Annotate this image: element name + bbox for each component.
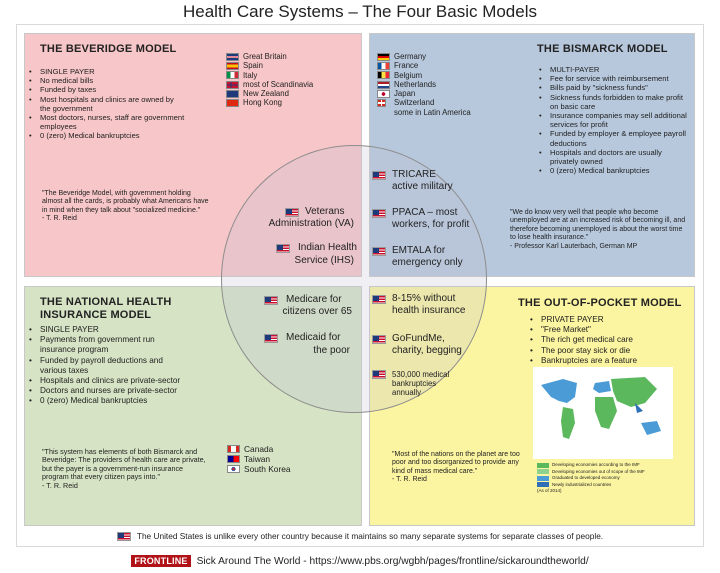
list-item: • Funded by taxes [26, 85, 186, 94]
canada-flag-icon [227, 445, 240, 453]
ihs-item: Indian Health [276, 242, 357, 254]
country-label: Taiwan [244, 454, 271, 464]
us-flag-icon [372, 295, 386, 304]
page-title: Health Care Systems – The Four Basic Models [183, 2, 537, 21]
list-item: • 0 (zero) Medical bankruptcies [26, 396, 188, 406]
list-item: • Hospitals and clinics are private-sector [26, 376, 188, 386]
country-label: Hong Kong [243, 98, 283, 108]
beveridge-countries [226, 52, 313, 108]
us-flag-icon [372, 171, 386, 180]
us-flag-icon [372, 209, 386, 218]
list-item: • PRIVATE PAYER [527, 315, 687, 325]
belgium-flag-icon [377, 71, 390, 79]
oop-quote: "Most of the nations on the planet are too poor and too disorganized to provide any kind of mass medical care." - T. R. Reid [392, 451, 520, 484]
ppaca-item: PPACA – most workers, for profit [372, 207, 469, 231]
south-korea-flag-icon [227, 465, 240, 473]
tricare-item: TRICARE active military [372, 169, 453, 193]
frontline-logo: FRONTLINE [131, 555, 190, 567]
list-item: • 0 (zero) Medical bankruptcies [26, 131, 186, 140]
legend-item: Developing economies according to the IMF [537, 462, 645, 469]
us-flag-icon [372, 247, 386, 256]
medicaid-item-line2: the poor [313, 345, 350, 356]
list-item: • Payments from government run insurance program [26, 335, 188, 355]
list-item: • Hospitals and doctors are usually privately owned [536, 148, 690, 166]
us-flag-icon [372, 335, 386, 344]
country-label: Canada [244, 444, 274, 454]
list-item: • "Free Market" [527, 325, 687, 335]
country-label: New Zealand [243, 89, 289, 99]
country-label: Germany [394, 52, 427, 61]
nhi-bullets [26, 325, 188, 407]
list-item: • Fee for service with reimbursement [536, 74, 690, 83]
spain-flag-icon [226, 62, 239, 70]
country-label: Belgium [394, 70, 423, 80]
legend-item: Graduated to developed economy [537, 475, 645, 482]
beveridge-title: THE BEVERIDGE MODEL [40, 43, 177, 55]
country-label: Great Britain [243, 52, 287, 61]
list-item: • Most hospitals and clinics are owned by the government [26, 95, 186, 113]
scandinavia-flag-icon [226, 81, 239, 89]
germany-flag-icon [377, 53, 390, 61]
country-label: Netherlands [394, 79, 437, 89]
country-label: Switzerland [394, 98, 435, 108]
bismarck-bullets [536, 65, 690, 175]
legend-swatch [537, 469, 549, 474]
netherlands-flag-icon [377, 81, 390, 89]
source-link[interactable]: Sick Around The World - https://www.pbs.org/wgbh/pages/frontline/sickaroundtheworld/ [196, 555, 589, 567]
list-item: • Insurance companies may sell additional services for profit [536, 111, 690, 129]
uk-flag-icon [226, 53, 239, 61]
oop-title: THE OUT-OF-POCKET MODEL [518, 297, 682, 309]
emtala-item: EMTALA for emergency only [372, 245, 463, 269]
source-line [0, 555, 720, 567]
beveridge-bullets [26, 67, 186, 141]
country-label: Japan [394, 89, 416, 99]
list-item: • 0 (zero) Medical bankruptcies [536, 166, 690, 175]
france-flag-icon [377, 62, 390, 70]
list-item: • Bills paid by "sickness funds" [536, 83, 690, 92]
us-flag-icon [372, 370, 386, 379]
world-economy-map [533, 367, 673, 459]
legend-item: Developing economies out of scope of the IMF [537, 469, 645, 476]
country-label: South Korea [244, 464, 291, 474]
medicare-item-line2: citizens over 65 [282, 306, 352, 317]
map-legend [537, 462, 645, 495]
nhi-quote: "This system has elements of both Bismarck and Beveridge: The providers of health care are private, but the payer is a government-run insurance program that every citizen pays into." - T. R. Reid [42, 447, 206, 490]
us-flag-icon [264, 334, 278, 343]
legend-swatch [537, 463, 549, 468]
bismarck-title: THE BISMARCK MODEL [537, 43, 668, 55]
japan-flag-icon [377, 90, 390, 98]
list-item: • The poor stay sick or die [527, 346, 687, 356]
va-item: Veterans [285, 206, 344, 218]
country-label: Spain [243, 61, 263, 71]
country-label: most of Scandinavia [243, 79, 314, 89]
nhi-title: THE NATIONAL HEALTH INSURANCE MODEL [40, 296, 172, 321]
list-item: • Sickness funds forbidden to make profit on basic care [536, 93, 690, 111]
ihs-item-line2: Service (IHS) [294, 255, 354, 266]
bismarck-countries [377, 52, 471, 117]
gofundme-item: GoFundMe, charity, begging [372, 333, 462, 357]
uninsured-item: 8-15% without health insurance [372, 293, 465, 317]
country-label: some in Latin America [394, 107, 471, 117]
list-item: • Most doctors, nurses, staff are government employees [26, 113, 186, 131]
legend-note: (As of 2014) [537, 488, 562, 493]
nhi-countries [227, 444, 291, 474]
legend-swatch [537, 482, 549, 487]
us-flag-icon [264, 296, 278, 305]
beveridge-quote: "The Beveridge Model, with government holding almost all the cards, is probably what Americans have in mind when they talk about "socialized medicine." - T. R. Reid [42, 190, 209, 223]
list-item: • MULTI-PAYER [536, 65, 690, 74]
us-flag-icon [285, 208, 299, 217]
medicaid-item: Medicaid for [264, 332, 340, 344]
switzerland-flag-icon [377, 99, 386, 107]
list-item: • SINGLE PAYER [26, 325, 188, 335]
us-flag-icon [276, 244, 290, 253]
hong-kong-flag-icon [226, 99, 239, 107]
list-item: • The rich get medical care [527, 335, 687, 345]
footer-note: The United States is unlike every other country because it maintains so many separate systems for separate classes of people. [0, 531, 720, 541]
list-item: • Funded by payroll deductions and various taxes [26, 356, 188, 376]
legend-item: Newly industrialized countries [537, 482, 645, 489]
taiwan-flag-icon [227, 455, 240, 463]
list-item: • Funded by employer & employee payroll deductions [536, 129, 690, 147]
va-item-line2: Administration (VA) [268, 218, 354, 229]
list-item: • Bankruptcies are a feature [527, 356, 687, 366]
country-label: France [394, 61, 419, 71]
legend-swatch [537, 476, 549, 481]
list-item: • SINGLE PAYER [26, 67, 186, 76]
bismarck-quote: "We do know very well that people who become unemployed are at an increased risk of becoming ill, and therefore becoming unemployed is about the worst time to lose health insurance." - Professor Karl Lauterbach, German MP [510, 209, 686, 250]
medicare-item: Medicare for [264, 294, 342, 306]
country-label: Italy [243, 70, 258, 80]
italy-flag-icon [226, 71, 239, 79]
us-flag-icon [117, 532, 131, 541]
new-zealand-flag-icon [226, 90, 239, 98]
bankruptcies-item: 530,000 medical bankruptcies annually [372, 370, 449, 398]
list-item: • Doctors and nurses are private-sector [26, 386, 188, 396]
oop-bullets [527, 315, 687, 366]
list-item: • No medical bills [26, 76, 186, 85]
